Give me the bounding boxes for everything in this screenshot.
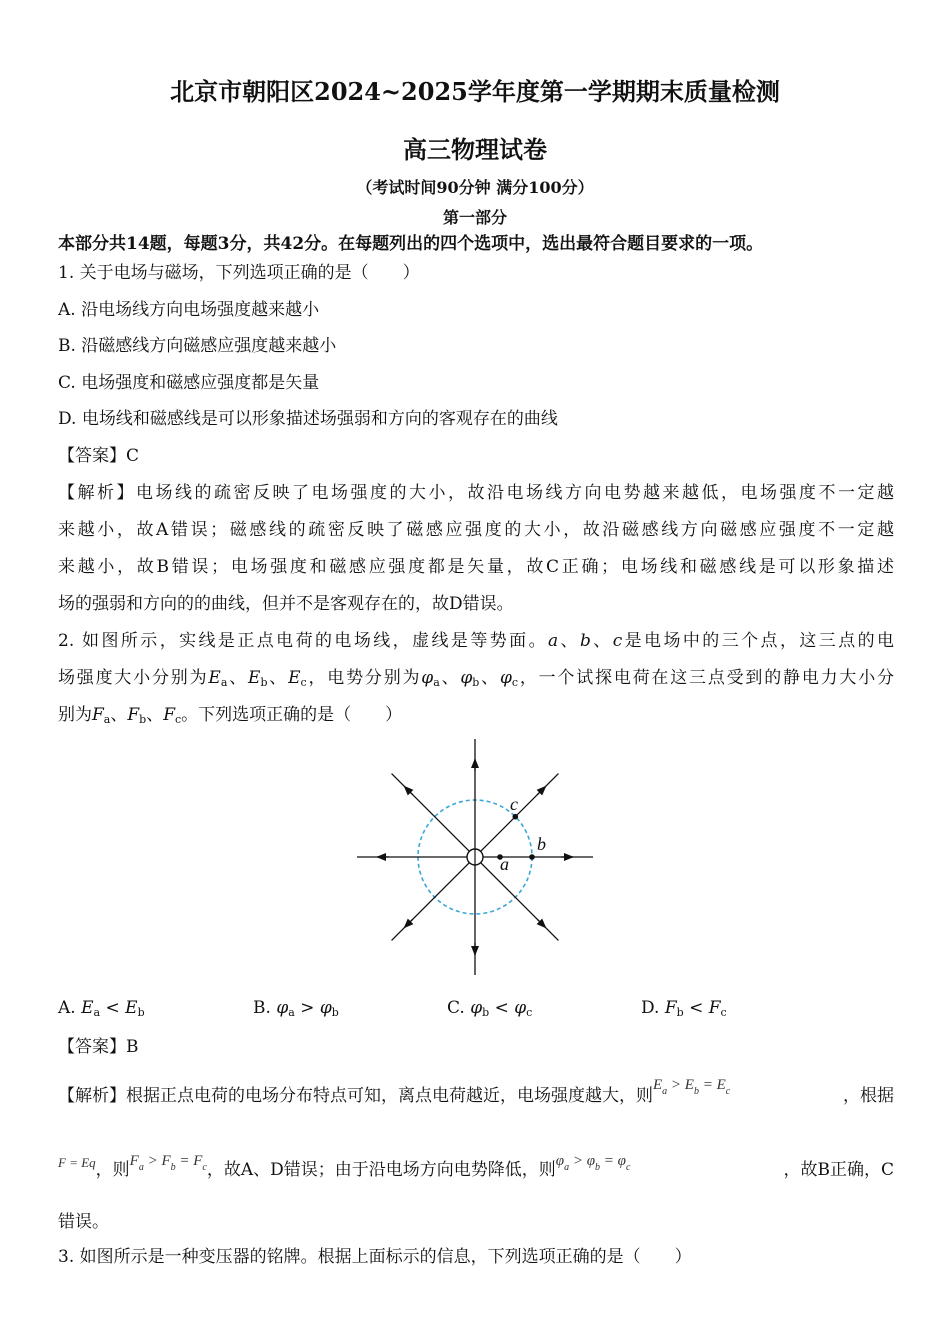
q2-stem-line3: 别为$F_a$、$F_b$、$F_c$。下列选项正确的是（ ） xyxy=(58,705,403,726)
exam-title: 北京市朝阳区2024~2025学年度第一学期期末质量检测 xyxy=(170,77,780,106)
exam-info: （考试时间90分钟 满分100分） xyxy=(356,178,594,197)
field-line xyxy=(481,774,559,852)
q2-stem-line2: 场强度大小分别为$E_a$、$E_b$、$E_c$，电势分别为$\varphi_a$、$\varphi_b$、$\varphi_c$，一个试探电荷在这三点受到的静电力大小分 xyxy=(58,668,895,689)
q2-option-d: D. $F_b < F_c$ xyxy=(641,998,727,1019)
q2-option-b: B. $\varphi_a > \varphi_b$ xyxy=(253,998,339,1019)
label-b: b xyxy=(537,834,546,854)
instructions: 本部分共14题，每题3分，共42分。在每题列出的四个选项中，选出最符合题目要求的一项。 xyxy=(58,234,764,254)
q2-option-a: A. $E_a < E_b$ xyxy=(58,998,145,1019)
exam-subtitle: 高三物理试卷 xyxy=(403,135,547,164)
q1-analysis-line: 场的强弱和方向的的曲线，但并不是客观存在的，故D错误。 xyxy=(58,594,514,614)
q1-option-a: A. 沿电场线方向电场强度越来越小 xyxy=(58,300,320,320)
q2-analysis-line1: 【解析】根据正点电荷的电场分布特点可知，离点电荷越近，电场强度越大，则$E_a > E_b = E_c$ ，根据 xyxy=(58,1077,894,1106)
field-line-arrow xyxy=(537,919,545,927)
label-a: a xyxy=(500,854,509,874)
field-line-arrow xyxy=(404,786,412,794)
q2-stem-line1: 2. 如图所示，实线是正点电荷的电场线，虚线是等势面。a、b、c是电场中的三个点，这三点的电 xyxy=(58,631,895,651)
q1-answer: 【答案】C xyxy=(58,446,140,466)
q1-option-b: B. 沿磁感线方向磁感应强度越来越小 xyxy=(58,336,337,356)
field-line-arrow xyxy=(404,919,412,927)
electric-field-diagram xyxy=(350,735,600,980)
point-c xyxy=(513,814,519,820)
q1-analysis-line: 【解析】电场线的疏密反映了电场强度的大小，故沿电场线方向电势越来越低，电场强度不一定越 xyxy=(58,483,894,503)
field-line xyxy=(392,774,470,852)
q1-analysis-line: 来越小，故B错误；电场强度和磁感应强度都是矢量，故C正确；电场线和磁感线是可以形象描述 xyxy=(58,557,894,577)
q2-analysis-line2: $^{F = Eq}$，则$F_a > F_b = F_c$，故A、D错误；由于沿电场方向电势降低，则$\varphi_a > \varphi_b = \varphi_c$ ，故B正确，C xyxy=(58,1153,894,1180)
q2-answer: 【答案】B xyxy=(58,1037,139,1057)
q3-stem: 3. 如图所示是一种变压器的铭牌。根据上面标示的信息，下列选项正确的是（ ） xyxy=(58,1247,692,1267)
point-b xyxy=(529,854,535,860)
part-heading: 第一部分 xyxy=(442,208,507,227)
q2-analysis-line3: 错误。 xyxy=(58,1212,109,1232)
field-line-arrow xyxy=(537,786,545,794)
field-line xyxy=(481,863,559,941)
field-line xyxy=(392,863,470,941)
label-c: c xyxy=(510,794,518,814)
q1-option-c: C. 电场强度和磁感应强度都是矢量 xyxy=(58,373,320,393)
q2-option-c: C. $\varphi_b < \varphi_c$ xyxy=(447,998,533,1019)
q1-option-d: D. 电场线和磁感线是可以形象描述场强弱和方向的客观存在的曲线 xyxy=(58,409,558,429)
q1-analysis-line: 来越小，故A错误；磁感线的疏密反映了磁感应强度的大小，故沿磁感线方向磁感应强度不一定越 xyxy=(58,520,894,540)
q1-stem: 1. 关于电场与磁场，下列选项正确的是（ ） xyxy=(58,263,420,283)
